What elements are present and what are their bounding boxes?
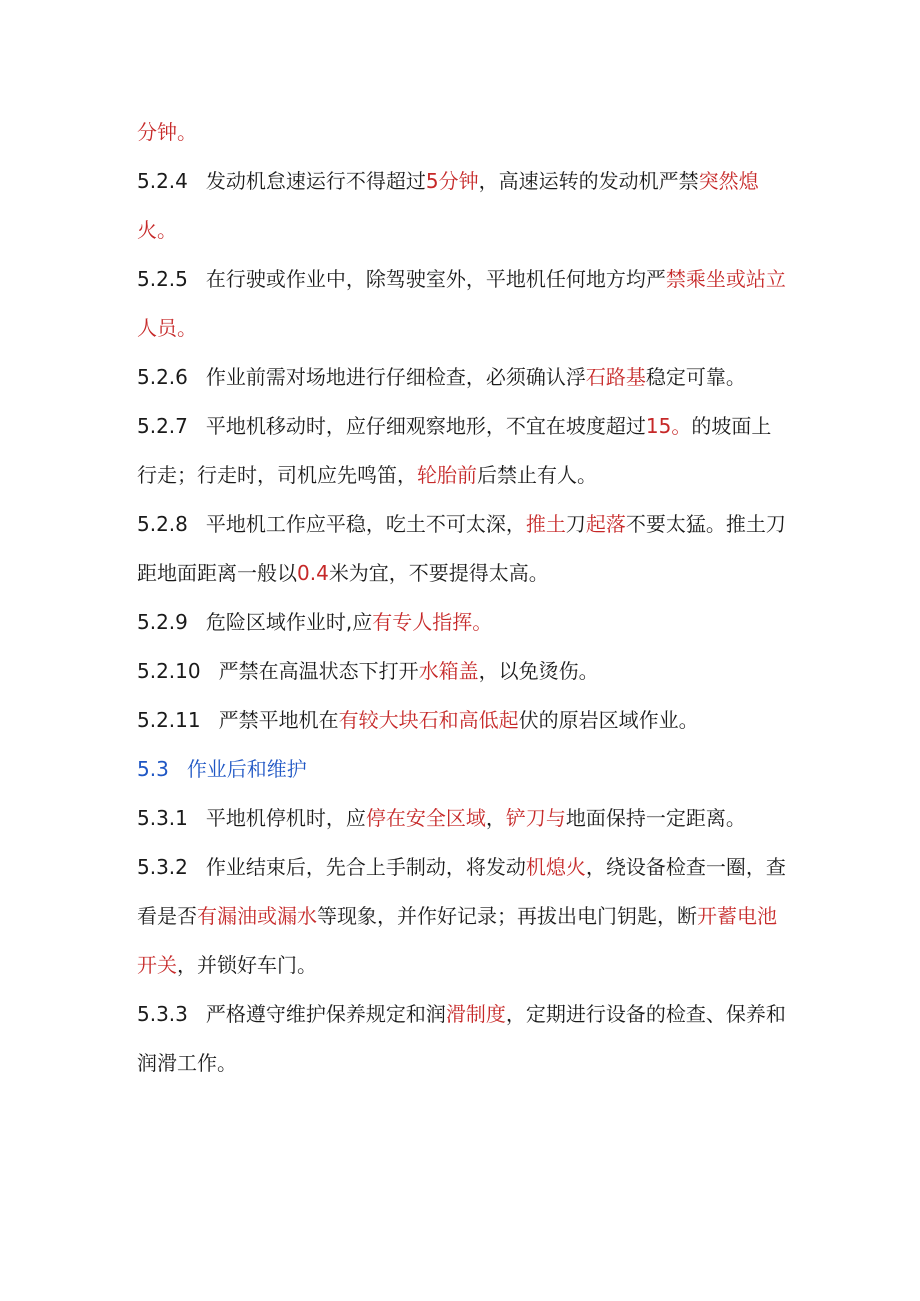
highlighted-text: 开蓄电池开关 — [137, 904, 777, 977]
highlighted-text: 有专人指挥。 — [372, 610, 493, 634]
text-segment: 平地机移动时，应仔细观察地形，不宜在坡度超过 — [205, 414, 646, 438]
clause-number: 5.2.8 — [137, 512, 188, 536]
text-segment: 作业前需对场地进行仔细检查，必须确认浮 — [205, 365, 586, 389]
text-segment: 严格遵守维护保养规定和润 — [205, 1002, 446, 1026]
text-segment: 的坡面上行走；行走时，司机应先鸣笛， — [137, 414, 772, 487]
text-segment: 发动机怠速运行不得超过 — [205, 169, 426, 193]
highlighted-text: 起落 — [585, 512, 626, 536]
clause-number: 5.2.5 — [137, 267, 188, 291]
clause-number: 5.2.10 — [137, 659, 201, 683]
text-segment: ，以免烫伤。 — [478, 659, 599, 683]
clause-number: 5.2.6 — [137, 365, 188, 389]
text-segment: 后禁止有人。 — [477, 463, 597, 487]
text-segment: 稳定可靠。 — [645, 365, 746, 389]
clause-number: 5.2.7 — [137, 414, 188, 438]
text-segment: 米为宜，不要提得太高。 — [328, 561, 549, 585]
highlighted-text: 有较大块石和高低起 — [338, 708, 519, 732]
highlighted-text: 坐或站立人员。 — [137, 267, 786, 340]
highlighted-text: 15。 — [645, 414, 692, 438]
clause-number: 5.3.3 — [137, 1002, 188, 1026]
text-segment: 严禁在高温状态下打开 — [218, 659, 419, 683]
highlighted-text: 0.4 — [297, 561, 329, 585]
section-heading-h53 — [137, 745, 787, 794]
highlighted-text: 分钟。 — [137, 120, 197, 144]
document-body — [137, 108, 787, 1088]
text-segment: 不要太猛。推土刀距地面距离一般以 — [137, 512, 786, 585]
clause-number: 5.3.1 — [137, 806, 188, 830]
highlighted-text: 5分钟 — [425, 169, 479, 193]
clause-number: 5.3 — [137, 757, 169, 781]
paragraph-p5210 — [137, 647, 787, 696]
paragraph-p525 — [137, 255, 787, 353]
text-segment: ， — [485, 806, 506, 830]
clause-number: 5.2.9 — [137, 610, 188, 634]
text-segment: 严禁平地机在 — [218, 708, 339, 732]
text-segment: 等现象，并作好记录；再拔出电门钥匙，断 — [317, 904, 697, 928]
text-segment: 危险区域作业时,应 — [205, 610, 373, 634]
text-segment: 地面保持一定距离。 — [565, 806, 746, 830]
clause-number: 5.2.4 — [137, 169, 188, 193]
text-segment: ，高速运转的发动机严禁 — [478, 169, 699, 193]
text-segment: ，定期进行设备的检查、保养和润滑工作。 — [137, 1002, 786, 1075]
paragraph-p529 — [137, 598, 787, 647]
highlighted-text: 轮胎前 — [417, 463, 477, 487]
paragraph-cont — [137, 108, 787, 157]
clause-number: 5.2.11 — [137, 708, 201, 732]
highlighted-text: 突然熄火。 — [137, 169, 759, 242]
text-segment: 作业结束后，先合上手制动，将发动 — [205, 855, 526, 879]
text-segment: ，并锁好车门。 — [177, 953, 317, 977]
highlighted-text: 机熄火 — [525, 855, 586, 879]
text-segment: 刀 — [565, 512, 586, 536]
highlighted-text: 禁乘 — [665, 267, 706, 291]
text-segment: 平地机停机时，应 — [205, 806, 366, 830]
paragraph-p526 — [137, 353, 787, 402]
paragraph-p5211 — [137, 696, 787, 745]
paragraph-p527 — [137, 402, 787, 500]
highlighted-text: 铲刀与 — [505, 806, 566, 830]
text-segment: 伏的原岩区域作业。 — [518, 708, 699, 732]
text-segment: 在行驶或作业中，除驾驶室外，平地机任何地方均严 — [205, 267, 666, 291]
highlighted-text: 有漏油或漏水 — [197, 904, 317, 928]
text-segment: ，绕设备检查一圈，查看是否 — [137, 855, 786, 928]
highlighted-text: 作业后和维护 — [186, 757, 307, 781]
paragraph-p531 — [137, 794, 787, 843]
highlighted-text: 石路基 — [585, 365, 646, 389]
paragraph-p532 — [137, 843, 787, 990]
highlighted-text: 停在安全区域 — [365, 806, 486, 830]
highlighted-text: 滑制度 — [445, 1002, 506, 1026]
paragraph-p524 — [137, 157, 787, 255]
highlighted-text: 水箱盖 — [418, 659, 479, 683]
paragraph-p528 — [137, 500, 787, 598]
clause-number: 5.3.2 — [137, 855, 188, 879]
text-segment: 平地机工作应平稳，吃土不可太深， — [205, 512, 526, 536]
highlighted-text: 推土 — [525, 512, 566, 536]
paragraph-p533 — [137, 990, 787, 1088]
